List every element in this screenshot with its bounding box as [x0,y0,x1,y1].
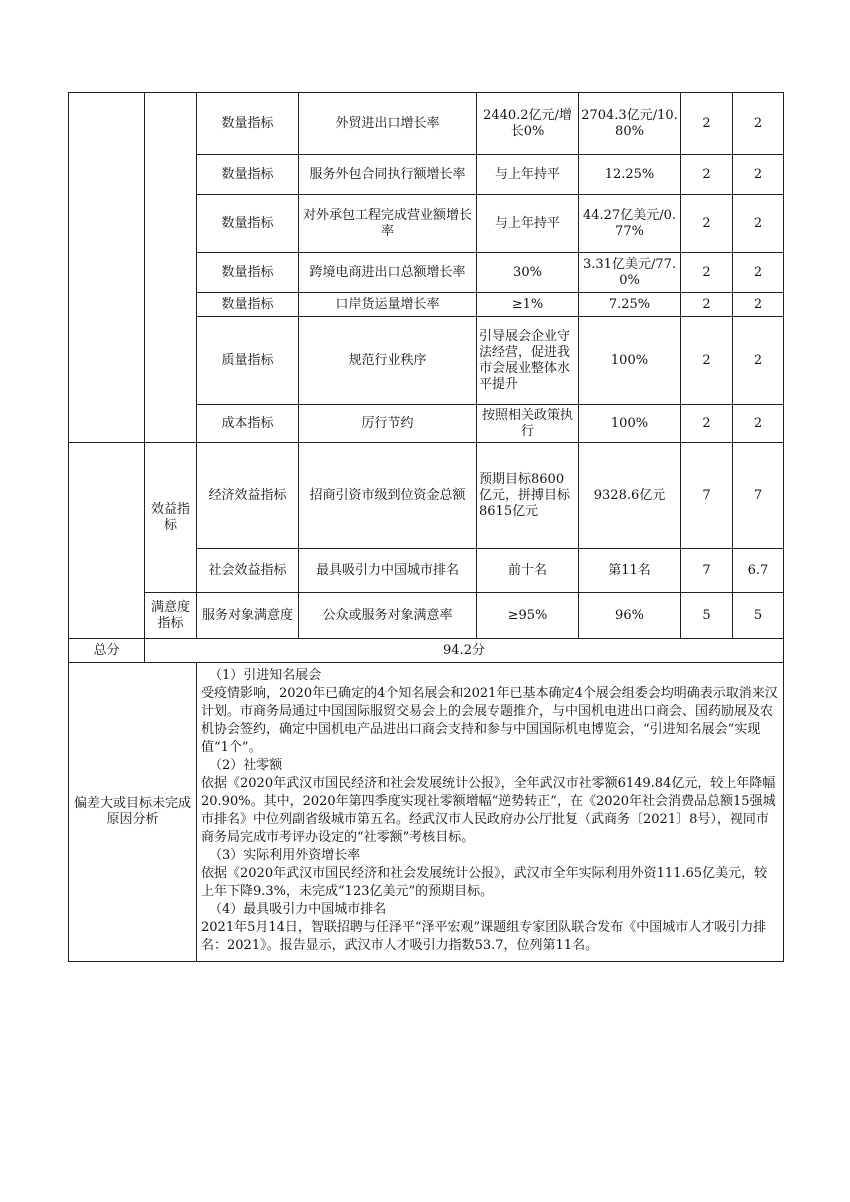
indicator-cell: 厉行节约 [299,405,477,443]
benefit-label-cell: 效益指标 [145,443,197,593]
category-cell: 成本指标 [197,405,299,443]
category-cell: 社会效益指标 [197,549,299,593]
weight-cell: 5 [681,593,733,639]
analysis-heading: （3）实际利用外资增长率 [209,848,361,863]
table-row [69,593,784,639]
target-cell: ≥95% [477,593,579,639]
category-cell: 数量指标 [197,293,299,317]
target-cell: 30% [477,253,579,293]
indicator-cell: 服务外包合同执行额增长率 [299,155,477,195]
weight-cell: 2 [681,93,733,155]
actual-cell: 96% [579,593,681,639]
category-cell: 质量指标 [197,317,299,405]
table-row [69,443,784,549]
score-cell: 5 [733,593,784,639]
performance-indicator-table [68,92,784,962]
indicator-cell: 公众或服务对象满意率 [299,593,477,639]
blank-level1-cell [69,93,145,443]
target-cell: 前十名 [477,549,579,593]
category-cell: 数量指标 [197,93,299,155]
weight-cell: 2 [681,317,733,405]
weight-cell: 2 [681,253,733,293]
total-label: 总分 [69,639,145,663]
analysis-heading: （4）最具吸引力中国城市排名 [209,902,387,917]
weight-cell: 7 [681,443,733,549]
actual-cell: 12.25% [579,155,681,195]
weight-cell: 7 [681,549,733,593]
score-cell: 2 [733,317,784,405]
score-cell: 2 [733,405,784,443]
category-cell: 数量指标 [197,253,299,293]
weight-cell: 2 [681,405,733,443]
satisfaction-label-cell: 满意度指标 [145,593,197,639]
target-cell: ≥1% [477,293,579,317]
analysis-label: 偏差大或目标未完成原因分析 [69,663,197,962]
actual-cell: 9328.6亿元 [579,443,681,549]
category-cell: 服务对象满意度 [197,593,299,639]
target-cell: 与上年持平 [477,155,579,195]
score-cell: 2 [733,253,784,293]
actual-cell: 100% [579,317,681,405]
category-cell: 经济效益指标 [197,443,299,549]
target-cell: 引导展会企业守法经营，促进我市会展业整体水平提升 [477,317,579,405]
analysis-paragraph: 依据《2020年武汉市国民经济和社会发展统计公报》，全年武汉市社零额6149.84亿元，较上年降幅20.90%。其中，2020年第四季度实现社零额增幅“逆势转正”，在《2020年社会消费品总额15强城市排名》中位列副省级城市第五名。经武汉市人民政府办公厅批复（武商务〔2021〕8号），视同市商务局完成市考评办设定的“社零额”考核目标。 [201,776,776,845]
actual-cell: 44.27亿美元/0.77% [579,195,681,253]
score-cell: 2 [733,93,784,155]
actual-cell: 3.31亿美元/77.0% [579,253,681,293]
indicator-cell: 外贸进出口增长率 [299,93,477,155]
total-value: 94.2分 [145,639,784,663]
analysis-heading: （2）社零额 [209,758,283,773]
score-cell: 2 [733,155,784,195]
analysis-heading: （1）引进知名展会 [209,668,322,683]
analysis-content [197,663,784,962]
analysis-row [69,663,784,962]
category-cell: 数量指标 [197,155,299,195]
indicator-cell: 招商引资市级到位资金总额 [299,443,477,549]
indicator-cell: 最具吸引力中国城市排名 [299,549,477,593]
indicator-cell: 跨境电商进出口总额增长率 [299,253,477,293]
indicator-cell: 口岸货运量增长率 [299,293,477,317]
analysis-paragraph: 2021年5月14日，智联招聘与任泽平“泽平宏观”课题组专家团队联合发布《中国城市人才吸引力排名：2021》。报告显示，武汉市人才吸引力指数53.7，位列第11名。 [201,920,767,953]
analysis-paragraph: 受疫情影响，2020年已确定的4个知名展会和2021年已基本确定4个展会组委会均明确表示取消来汉计划。市商务局通过中国国际服贸交易会上的会展专题推介，与中国机电进出口商会、国药励展及农机协会签约，确定中国机电产品进出口商会支持和参与中国国际机电博览会，“引进知名展会”实现值“1个”。 [201,686,778,755]
actual-cell: 100% [579,405,681,443]
weight-cell: 2 [681,195,733,253]
actual-cell: 第11名 [579,549,681,593]
blank-level1-cell [69,443,145,639]
category-cell: 数量指标 [197,195,299,253]
actual-cell: 7.25% [579,293,681,317]
actual-cell: 2704.3亿元/10.80% [579,93,681,155]
performance-table-page [68,92,783,962]
analysis-paragraph: 依据《2020年武汉市国民经济和社会发展统计公报》，武汉市全年实际利用外资111.65亿美元，较上年下降9.3%，未完成“123亿美元”的预期目标。 [201,866,768,899]
total-row [69,639,784,663]
score-cell: 2 [733,293,784,317]
weight-cell: 2 [681,155,733,195]
score-cell: 7 [733,443,784,549]
table-row [69,93,784,155]
weight-cell: 2 [681,293,733,317]
indicator-cell: 规范行业秩序 [299,317,477,405]
score-cell: 2 [733,195,784,253]
target-cell: 按照相关政策执行 [477,405,579,443]
target-cell: 2440.2亿元/增长0% [477,93,579,155]
target-cell: 预期目标8600亿元，拼搏目标8615亿元 [477,443,579,549]
indicator-cell: 对外承包工程完成营业额增长率 [299,195,477,253]
score-cell: 6.7 [733,549,784,593]
blank-level2-cell [145,93,197,443]
target-cell: 与上年持平 [477,195,579,253]
